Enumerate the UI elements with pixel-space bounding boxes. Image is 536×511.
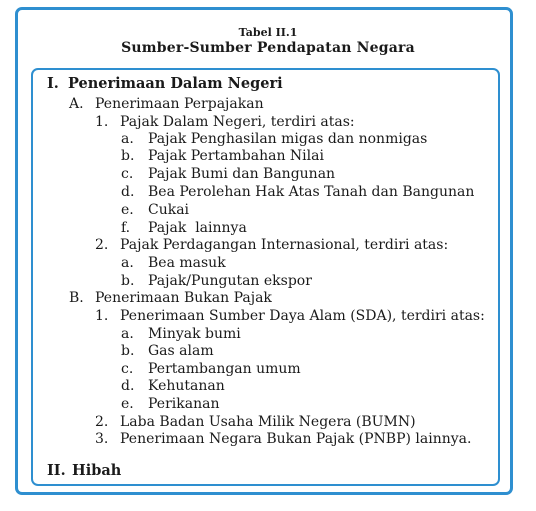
section-title: Penerimaan Dalam Negeri: [68, 75, 283, 92]
sub-item-text: Pajak Bumi dan Bangunan: [148, 166, 336, 182]
sub-item-marker: e.: [121, 202, 134, 218]
sub-item-marker: b.: [121, 343, 135, 359]
item-title: Pajak Perdagangan Internasional, terdiri atas:: [120, 237, 449, 253]
item-title: Penerimaan Negara Bukan Pajak (PNBP) lainnya.: [120, 431, 472, 447]
sub-item-text: Bea Perolehan Hak Atas Tanah dan Bangunan: [148, 184, 475, 200]
sub-item-text: Gas alam: [148, 343, 214, 359]
item-marker: 1.: [95, 114, 109, 130]
item-marker: 2.: [95, 414, 109, 430]
sub-item-marker: e.: [121, 396, 134, 412]
section-marker: II.: [47, 462, 66, 479]
section-title: Hibah: [72, 462, 122, 479]
sub-item-text: Pajak/Pungutan ekspor: [148, 273, 312, 289]
sub-item-text: Pajak Pertambahan Nilai: [148, 148, 324, 164]
sub-item-text: Minyak bumi: [148, 326, 241, 342]
group-marker: B.: [69, 290, 84, 306]
table-title: Sumber-Sumber Pendapatan Negara: [121, 40, 415, 56]
item-marker: 2.: [95, 237, 109, 253]
sub-item-text: Kehutanan: [148, 378, 225, 394]
group-marker: A.: [69, 96, 84, 112]
sub-item-marker: a.: [121, 255, 134, 271]
item-title: Penerimaan Sumber Daya Alam (SDA), terdiri atas:: [120, 308, 485, 324]
item-title: Pajak Dalam Negeri, terdiri atas:: [120, 114, 355, 130]
item-marker: 3.: [95, 431, 109, 447]
item-marker: 1.: [95, 308, 109, 324]
sub-item-marker: d.: [121, 378, 135, 394]
table-label: Tabel II.1: [238, 26, 298, 39]
sub-item-marker: b.: [121, 273, 135, 289]
sub-item-marker: c.: [121, 166, 134, 182]
sub-item-marker: a.: [121, 326, 134, 342]
sub-item-text: Pajak Penghasilan migas dan nonmigas: [148, 131, 428, 147]
sub-item-text: Pajak lainnya: [148, 220, 247, 236]
sub-item-text: Bea masuk: [148, 255, 226, 271]
sub-item-text: Pertambangan umum: [148, 361, 301, 377]
sub-item-marker: b.: [121, 148, 135, 164]
section-marker: I.: [47, 75, 59, 92]
sub-item-text: Perikanan: [148, 396, 220, 412]
sub-item-marker: c.: [121, 361, 134, 377]
sub-item-text: Cukai: [148, 202, 190, 218]
sub-item-marker: a.: [121, 131, 134, 147]
sub-item-marker: f.: [121, 220, 131, 236]
group-title: Penerimaan Bukan Pajak: [95, 290, 272, 306]
sub-item-marker: d.: [121, 184, 135, 200]
item-title: Laba Badan Usaha Milik Negera (BUMN): [120, 414, 416, 430]
group-title: Penerimaan Perpajakan: [95, 96, 264, 112]
